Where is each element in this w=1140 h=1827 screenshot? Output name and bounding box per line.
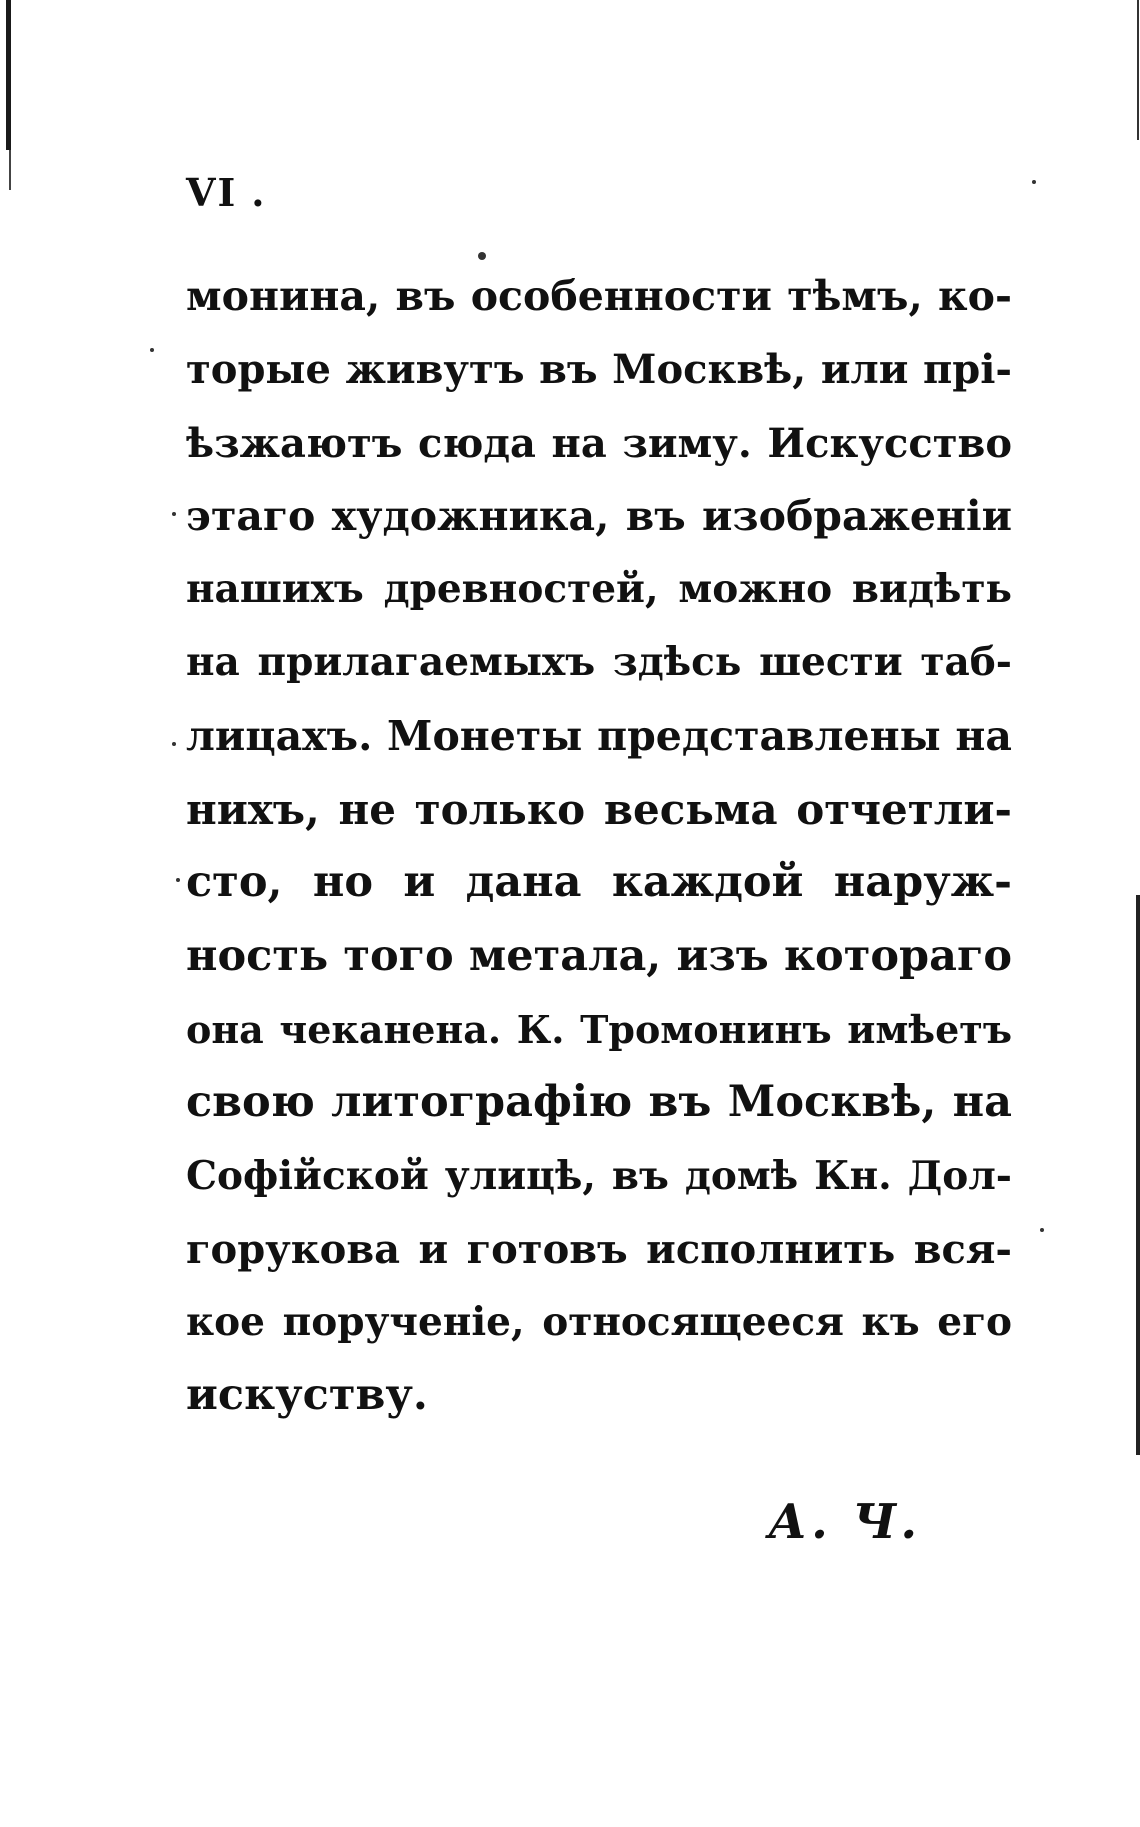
text-line: на прилагаемыхъ здѣсь шести таб- (186, 639, 1012, 686)
body-paragraph (186, 260, 1012, 1433)
text-line: Софійской улицѣ, въ домѣ Кн. Дол- (186, 1152, 1012, 1199)
scan-speck (176, 878, 180, 882)
scan-speck (1040, 1228, 1044, 1232)
page-number-mark: . (251, 170, 267, 215)
text-line: нашихъ древностей, можно видѣть (186, 566, 1012, 613)
scan-speck (172, 742, 176, 746)
text-line: ность того метала, изъ котораго (186, 930, 1012, 981)
text-line: монина, въ особенности тѣмъ, ко- (186, 272, 1012, 320)
text-line: кое порученіе, относящееся къ его (186, 1299, 1012, 1346)
text-line: этаго художника, въ изображеніи (186, 491, 1012, 540)
scan-speck (478, 252, 486, 260)
text-line: торые живутъ въ Москвѣ, или прі- (186, 346, 1012, 394)
text-line: сто, но и дана каждой наруж- (186, 857, 1012, 908)
signature-initials: А. Ч. (768, 1494, 922, 1550)
text-line: нихъ, не только весьма отчетли- (186, 785, 1012, 835)
scan-edge-right-top (1137, 0, 1139, 140)
scan-speck (172, 512, 176, 516)
scan-edge-right (1136, 895, 1140, 1455)
text-line: лицахъ. Монеты представлены на (186, 711, 1012, 760)
text-line: ѣзжаютъ сюда на зиму. Искусство (186, 419, 1012, 467)
page-number (186, 168, 267, 218)
scan-speck (150, 348, 154, 352)
text-line: она чеканена. К. Тромонинъ имѣетъ (186, 1006, 1012, 1052)
scan-edge-left-thin (9, 150, 11, 190)
scan-speck (1032, 180, 1036, 184)
scan-edge-left (6, 0, 11, 150)
page-number-text: VI (186, 170, 238, 215)
text-line: горукова и готовъ исполнить вся- (186, 1225, 1012, 1273)
text-line: искуству. (186, 1370, 428, 1421)
text-line: свою литографію въ Москвѣ, на (186, 1077, 1012, 1128)
